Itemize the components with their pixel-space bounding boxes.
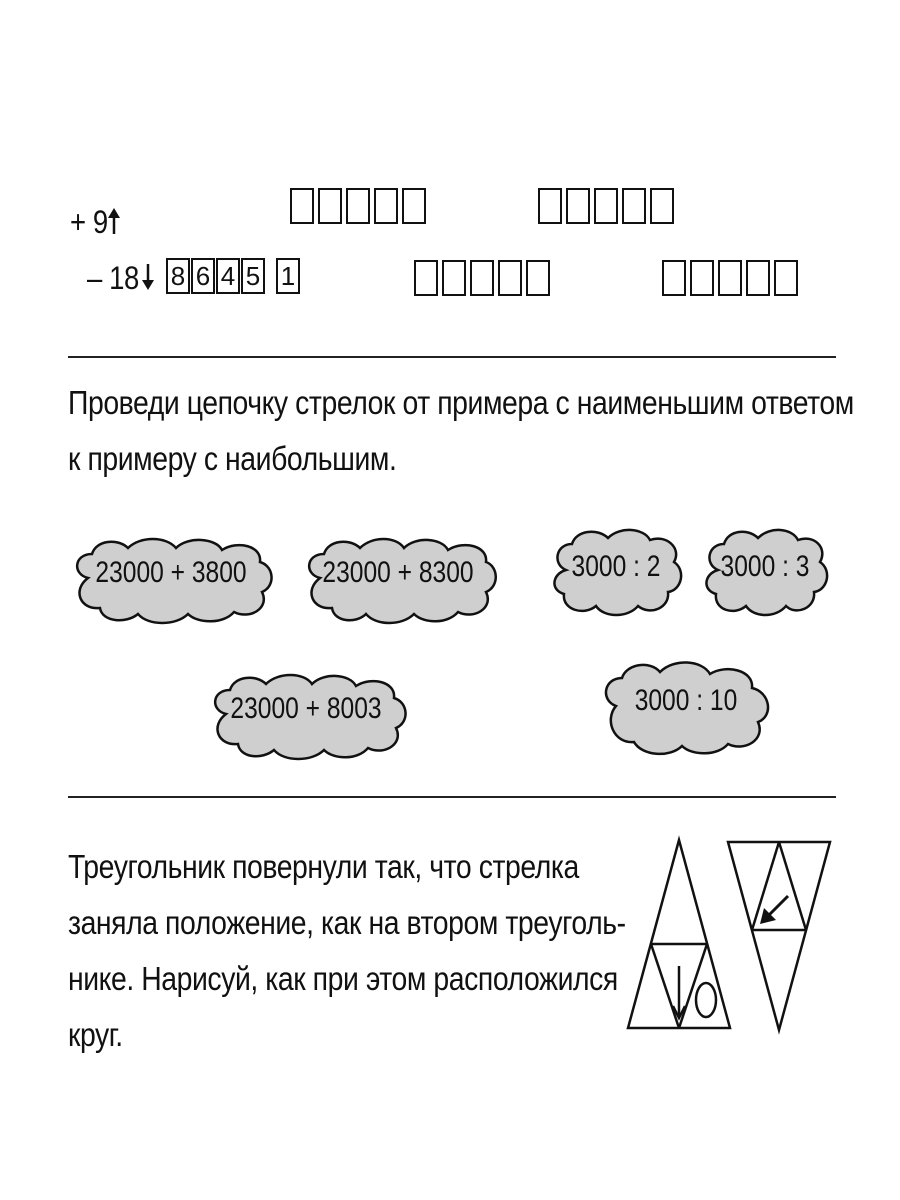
divider: [68, 796, 836, 798]
task1-instruction-line2: к примеру с наибольшим.: [68, 440, 397, 477]
answer-cell[interactable]: [414, 260, 438, 296]
answer-cell[interactable]: [622, 188, 646, 224]
answer-cell[interactable]: [718, 260, 742, 296]
answer-cell[interactable]: [690, 260, 714, 296]
digit-cell: 8: [166, 258, 190, 294]
diagonal-arrow-icon: [758, 892, 792, 926]
answer-cell[interactable]: [290, 188, 314, 224]
cloud-example[interactable]: 3000 : 3: [720, 550, 810, 583]
answer-cell[interactable]: [498, 260, 522, 296]
answer-cell[interactable]: [774, 260, 798, 296]
task2-instruction-line2: заняла положение, как на втором треуголь-: [68, 904, 626, 941]
cloud-example[interactable]: 23000 + 8300: [322, 556, 474, 589]
task2-instruction-line3: нике. Нарисуй, как при этом расположился: [68, 960, 618, 997]
digit-cell: 1: [276, 258, 300, 294]
answer-cell[interactable]: [374, 188, 398, 224]
answer-cell[interactable]: [538, 188, 562, 224]
task2-instruction-line1: Треугольник повернули так, что стрелка: [68, 848, 579, 885]
divider: [68, 356, 836, 358]
answer-cell[interactable]: [662, 260, 686, 296]
up-arrow-icon: [107, 208, 121, 234]
answer-cell[interactable]: [402, 188, 426, 224]
answer-cell[interactable]: [318, 188, 342, 224]
circle-icon: [693, 980, 719, 1020]
triangle-figure-rotated[interactable]: [724, 836, 834, 1036]
cloud-example[interactable]: 3000 : 10: [634, 684, 738, 717]
answer-cell[interactable]: [442, 260, 466, 296]
answer-cell[interactable]: [470, 260, 494, 296]
answer-cell[interactable]: [650, 188, 674, 224]
digit-cell: 6: [191, 258, 215, 294]
cloud-example[interactable]: 3000 : 2: [571, 550, 661, 583]
down-arrow-icon: [671, 966, 687, 1022]
answer-cell[interactable]: [526, 260, 550, 296]
task1-instruction-line1: Проведи цепочку стрелок от примера с наименьшим ответом: [68, 384, 854, 421]
answer-cell[interactable]: [346, 188, 370, 224]
cloud-example[interactable]: 23000 + 3800: [95, 556, 247, 589]
digit-cell: 5: [241, 258, 265, 294]
digit-cell: 4: [216, 258, 240, 294]
answer-cell[interactable]: [566, 188, 590, 224]
minus-eighteen-label: – 18: [87, 260, 139, 296]
cloud-example[interactable]: 23000 + 8003: [230, 692, 382, 725]
plus-nine-label: + 9: [70, 204, 108, 240]
answer-cell[interactable]: [746, 260, 770, 296]
task2-instruction-line4: круг.: [68, 1016, 123, 1053]
answer-cell[interactable]: [594, 188, 618, 224]
down-arrow-icon: [141, 264, 155, 290]
